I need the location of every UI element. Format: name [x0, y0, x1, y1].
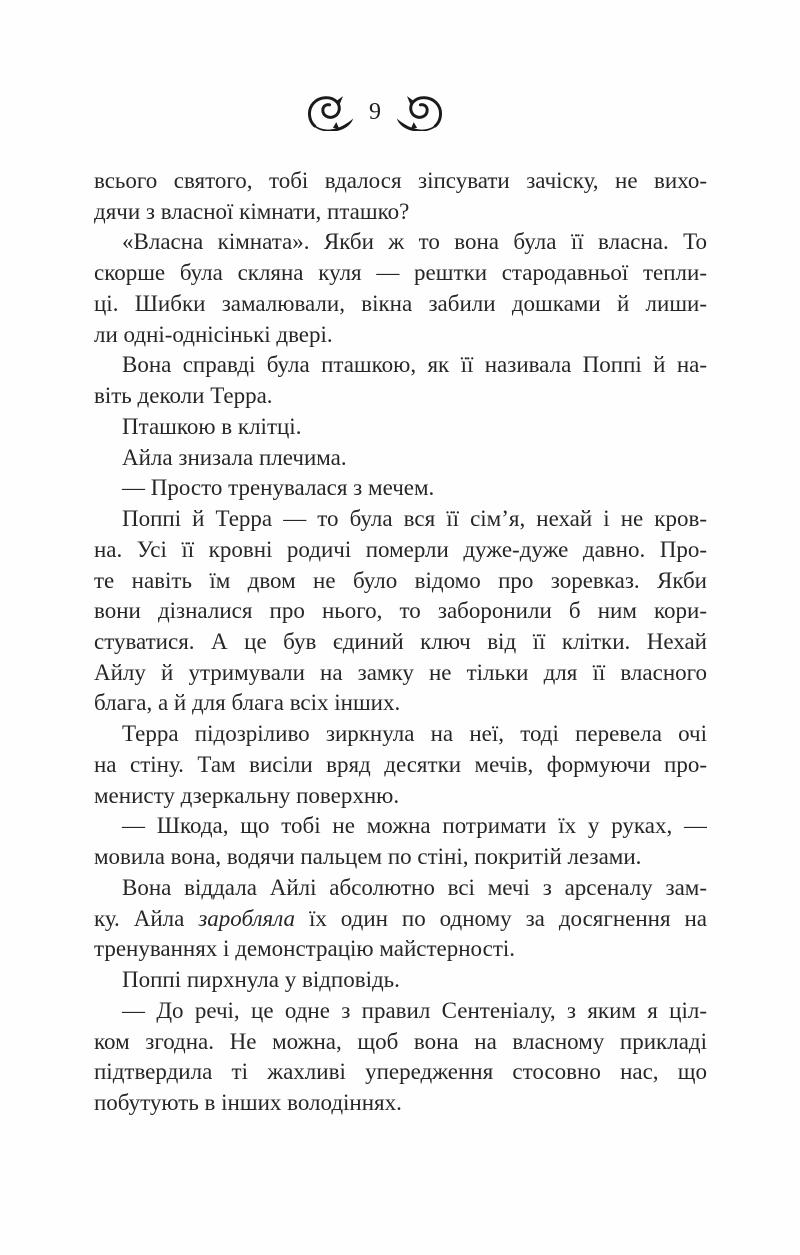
paragraph — [94, 504, 707, 719]
page-header — [0, 94, 775, 131]
text-line: Пташкою в клітці. — [122, 413, 302, 439]
text-line: блага, а й для блага всіх інших. — [94, 690, 401, 716]
paragraph — [94, 227, 707, 350]
text-line: стуватися. А це був єдиний ключ від її клітки. Нехай — [94, 629, 707, 655]
paragraph — [94, 166, 707, 227]
paragraph — [94, 412, 707, 443]
text-line: всього святого, тобі вдалося зіпсувати зачіску, не вихо- — [94, 168, 707, 193]
text-line: вони дізналися про нього, то заборонили б ним кори- — [94, 598, 707, 624]
text-line: Поппі й Терра — то була вся її сім’я, нехай і не кров- — [122, 506, 707, 532]
paragraph — [94, 719, 707, 811]
text-line: мовила вона, водячи пальцем по стіні, покритій лезами. — [94, 844, 642, 870]
text-line: ці. Шибки замалювали, вікна забили дошками й лиши- — [94, 290, 707, 316]
paragraph — [94, 873, 707, 965]
page-number: 9 — [369, 98, 381, 125]
text-line: — Просто тренувалася з мечем. — [122, 475, 435, 501]
text-line: ку. Айла заробляла їх один по одному за досягнення на — [94, 905, 707, 931]
text-line: Вона віддала Айлі абсолютно всі мечі з арсеналу зам- — [122, 874, 707, 900]
paragraph — [94, 473, 707, 504]
text-line: Айлу й утримували на замку не тільки для її власного — [94, 659, 707, 685]
paragraph — [94, 443, 707, 474]
paragraph — [94, 996, 707, 1119]
text-line: побутують в інших володіннях. — [94, 1090, 402, 1116]
paragraph — [94, 350, 707, 411]
text-line: — Шкода, що тобі не можна потримати їх у руках, — — [122, 813, 707, 839]
text-line: віть деколи Терра. — [94, 383, 273, 409]
paragraph — [94, 811, 707, 872]
text-line: підтвердила ті жахливі упередження стосовно нас, що — [94, 1059, 707, 1085]
text-line: менисту дзеркальну поверхню. — [94, 782, 400, 808]
text-line: ком згодна. Не можна, щоб вона на власному прикладі — [94, 1028, 707, 1054]
text-line: Поппі пирхнула у відповідь. — [122, 967, 400, 993]
body-text — [94, 166, 707, 1119]
text-line: ли одні-однісінькі двері. — [94, 321, 333, 347]
text-line: скорше була скляна куля — рештки стародавньої тепли- — [94, 260, 707, 286]
text-line: Терра підозріливо зиркнула на неї, тоді перевела очі — [122, 721, 707, 747]
text-line: те навіть їм двом не було відомо про зоревказ. Якби — [94, 567, 707, 593]
text-line: «Власна кімната». Якби ж то вона була її власна. То — [122, 229, 707, 255]
paragraph — [94, 965, 707, 996]
text-line: дячи з власної кімнати, пташко? — [94, 198, 410, 224]
text-line: на стіну. Там висіли вряд десятки мечів, формуючи про- — [94, 751, 707, 777]
text-line: Айла знизала плечима. — [122, 444, 347, 470]
text-line: на. Усі її кровні родичі померли дуже-дуже давно. Про- — [94, 536, 707, 562]
text-line: Вона справді була пташкою, як її називала Поппі й на- — [122, 352, 707, 378]
flourish-right-ornament — [394, 94, 444, 131]
text-line: — До речі, це одне з правил Сентеніалу, з яким я ціл- — [122, 997, 707, 1023]
text-line: тренуваннях і демонстрацію майстерності. — [94, 936, 516, 962]
flourish-left-ornament — [306, 94, 356, 131]
